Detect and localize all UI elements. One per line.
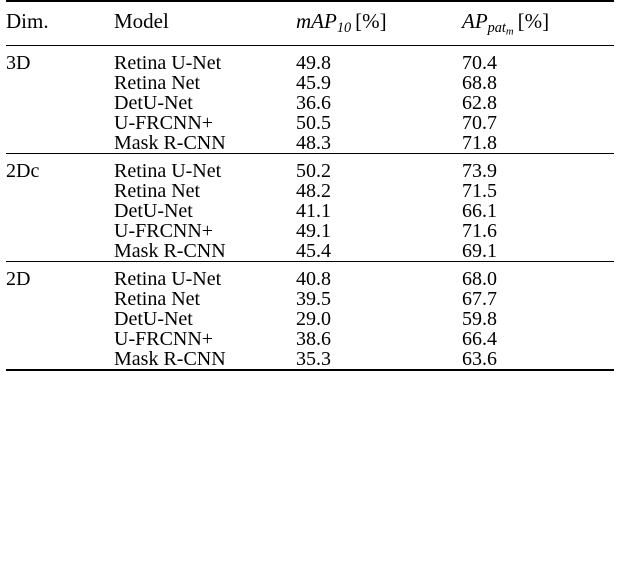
cell-map: 41.1 [296, 199, 331, 222]
header-model: Model [114, 1, 296, 45]
cell-ap: 66.1 [462, 199, 497, 222]
group-label-2dc: 2Dc [6, 159, 40, 182]
cell-ap: 71.6 [462, 219, 497, 242]
table-bottom-rule [6, 370, 614, 378]
cell-map: 29.0 [296, 307, 331, 330]
cell-ap: 73.9 [462, 159, 497, 182]
cell-map: 38.6 [296, 327, 331, 350]
header-ap [462, 1, 614, 45]
spacer [114, 370, 296, 378]
cell-map: 50.5 [296, 111, 331, 134]
cell-map: 45.4 [296, 239, 331, 262]
cell-ap: 63.6 [462, 347, 497, 370]
header-map [296, 1, 462, 45]
cell-map: 40.8 [296, 267, 331, 290]
spacer [6, 370, 114, 378]
cell-model: Retina Net [114, 71, 201, 94]
cell-ap: 67.7 [462, 287, 497, 310]
group-label-3d: 3D [6, 51, 31, 74]
cell-map: 35.3 [296, 347, 331, 370]
header-ap-subscript [488, 20, 514, 36]
cell-ap: 70.7 [462, 111, 497, 134]
table-body [6, 45, 614, 378]
cell-model: DetU-Net [114, 307, 193, 330]
cell-model: Retina U-Net [114, 159, 222, 182]
cell-ap: 71.8 [462, 131, 497, 154]
cell-model: U-FRCNN+ [114, 327, 214, 350]
cell-ap: 62.8 [462, 91, 497, 114]
cell-model: DetU-Net [114, 91, 193, 114]
table-row [6, 161, 614, 181]
header-ap-sub-text: pat [487, 19, 506, 36]
cell-ap: 68.0 [462, 267, 497, 290]
header-ap-unit: [%] [517, 9, 550, 33]
cell-ap: 66.4 [462, 327, 497, 350]
cell-ap: 70.4 [462, 51, 497, 74]
cell-map: 39.5 [296, 287, 331, 310]
cell-model: U-FRCNN+ [114, 111, 214, 134]
cell-model: Mask R-CNN [114, 347, 226, 370]
spacer [462, 370, 614, 378]
cell-model: Retina Net [114, 287, 201, 310]
header-dim: Dim. [6, 1, 114, 45]
header-map-unit: [%] [355, 9, 387, 33]
cell-map: 45.9 [296, 71, 331, 94]
cell-ap: 59.8 [462, 307, 497, 330]
table-header [6, 1, 614, 45]
group-label-2d: 2D [6, 267, 31, 290]
cell-model: Retina U-Net [114, 267, 222, 290]
header-row [6, 1, 614, 45]
cell-map: 36.6 [296, 91, 331, 114]
header-map-subscript: 10 [336, 19, 352, 36]
header-ap-subsubscript: m [505, 25, 514, 38]
cell-ap: 69.1 [462, 239, 497, 262]
spacer [296, 370, 462, 378]
cell-map: 48.3 [296, 131, 331, 154]
header-ap-symbol: AP [462, 9, 488, 33]
cell-model: U-FRCNN+ [114, 219, 214, 242]
cell-ap: 71.5 [462, 179, 497, 202]
cell-map: 48.2 [296, 179, 331, 202]
cell-map: 49.8 [296, 51, 331, 74]
results-table [6, 0, 614, 378]
cell-map: 49.1 [296, 219, 331, 242]
cell-ap: 68.8 [462, 71, 497, 94]
cell-map: 50.2 [296, 159, 331, 182]
cell-model: Mask R-CNN [114, 239, 226, 262]
table-row [6, 269, 614, 289]
cell-model: Retina Net [114, 179, 201, 202]
header-map-symbol: mAP [296, 9, 337, 33]
cell-model: Retina U-Net [114, 51, 222, 74]
cell-model: DetU-Net [114, 199, 193, 222]
cell-model: Mask R-CNN [114, 131, 226, 154]
table-row [6, 53, 614, 73]
